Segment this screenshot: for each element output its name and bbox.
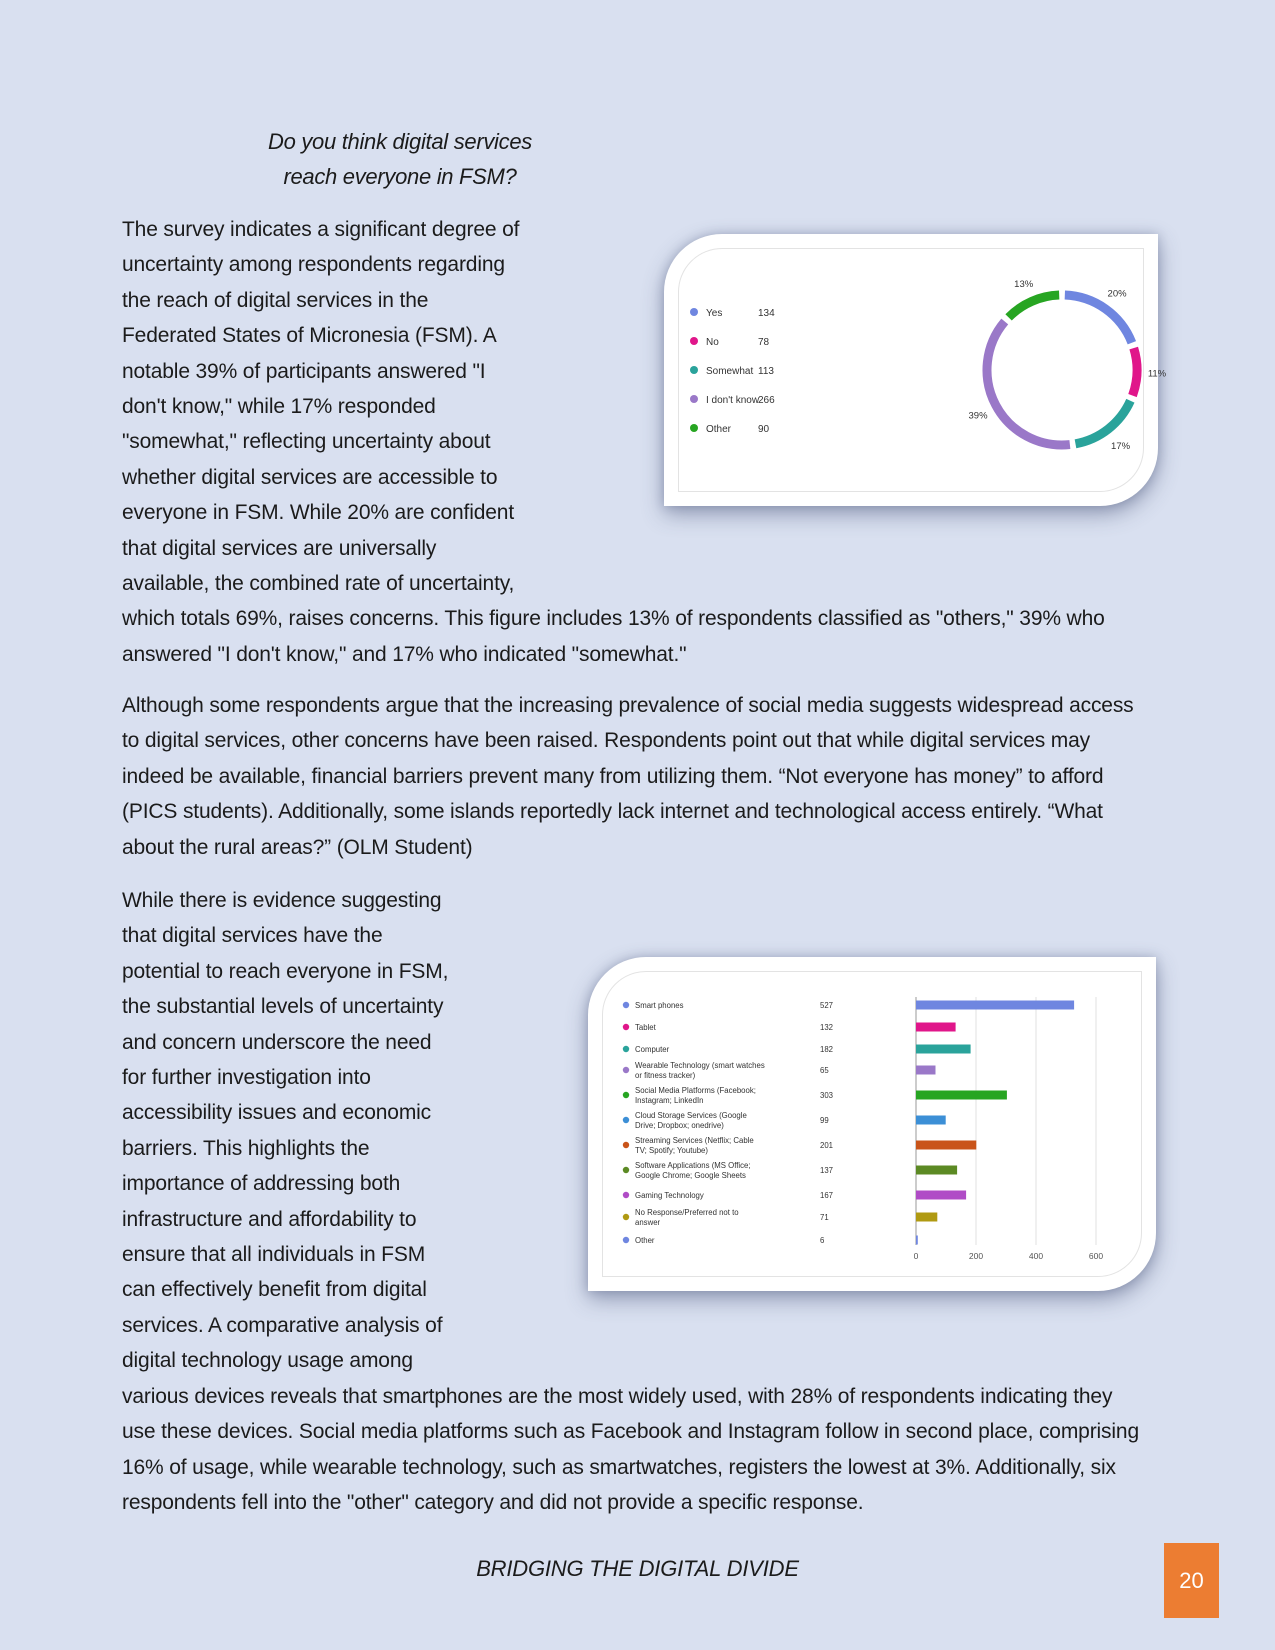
legend-value: 99: [820, 1116, 829, 1125]
legend-value: 90: [758, 424, 770, 435]
text-line: use these devices. Social media platforms such as Facebook and Instagram follow in second place, comprising: [122, 1420, 1139, 1444]
legend-label: [635, 1136, 754, 1155]
legend-label: [635, 1061, 765, 1080]
text-line: (PICS students). Additionally, some islands reportedly lack internet and technological access entirely. “What: [122, 800, 1103, 824]
text-line: about the rural areas?” (OLM Student): [122, 835, 473, 859]
legend-label: Somewhat: [706, 366, 754, 377]
text-line: ensure that all individuals in FSM: [122, 1243, 426, 1267]
legend-marker: [690, 337, 698, 345]
legend-marker: [623, 1002, 629, 1008]
legend-label: I don't know: [706, 395, 760, 406]
heading-line: reach everyone in FSM?: [283, 164, 517, 189]
legend-value: 182: [820, 1045, 834, 1054]
legend-label: [635, 1236, 655, 1245]
legend-value: 266: [758, 395, 775, 406]
text-line: notable 39% of participants answered "I: [122, 359, 486, 383]
legend-value: 137: [820, 1166, 834, 1175]
text-line: and concern underscore the need: [122, 1030, 432, 1054]
text-line: don't know," while 17% responded: [122, 395, 436, 419]
legend-label: Other: [706, 424, 732, 435]
bar: [916, 1091, 1007, 1100]
text-line: indeed be available, financial barriers prevent many from utilizing them. “Not everyone has money” to afford: [122, 764, 1104, 788]
legend-value: 167: [820, 1191, 834, 1200]
x-tick-label: 600: [1088, 1251, 1104, 1261]
section-heading: [230, 124, 570, 194]
legend-marker: [623, 1024, 629, 1030]
text-line: importance of addressing both: [122, 1172, 401, 1196]
legend-marker: [690, 395, 698, 403]
legend-label-line: Instagram; LinkedIn: [635, 1096, 704, 1105]
legend-label-line: Tablet: [635, 1023, 656, 1032]
x-tick-label: 0: [913, 1251, 919, 1261]
slice-label: 17%: [1111, 440, 1131, 452]
text-line: respondents fell into the "other" category and did not provide a specific response.: [122, 1490, 864, 1514]
legend-label-line: Other: [635, 1236, 655, 1245]
text-line: Federated States of Micronesia (FSM). A: [122, 324, 497, 348]
legend-label: [635, 1161, 751, 1180]
legend-value: 201: [820, 1141, 834, 1150]
x-tick-label: 200: [968, 1251, 984, 1261]
legend-label: [635, 1023, 657, 1032]
legend-label-line: Computer: [635, 1045, 670, 1054]
slice-label: 11%: [1147, 368, 1167, 380]
text-line: can effectively benefit from digital: [122, 1278, 427, 1302]
legend-marker: [623, 1237, 629, 1243]
legend-value: 65: [820, 1066, 829, 1075]
text-line: answered "I don't know," and 17% who indicated "somewhat.": [122, 642, 687, 666]
legend-label-line: TV; Spotify; Youtube): [635, 1146, 708, 1155]
bar: [916, 1213, 937, 1222]
legend-marker: [623, 1167, 629, 1173]
text-line: the reach of digital services in the: [122, 288, 429, 312]
legend-label: [635, 1111, 747, 1130]
legend-label: Yes: [706, 308, 723, 319]
legend-label-line: answer: [635, 1218, 661, 1227]
text-line: 16% of usage, while wearable technology, such as smartwatches, registers the lowest at 3%. Additionally, six: [122, 1455, 1116, 1479]
bar: [916, 1166, 957, 1175]
text-line: "somewhat," reflecting uncertainty about: [122, 430, 491, 454]
legend-label-line: Cloud Storage Services (Google: [635, 1111, 747, 1120]
legend-label: [635, 1208, 739, 1227]
legend-value: 303: [820, 1091, 834, 1100]
bar-chart-card: [588, 957, 1156, 1291]
legend-value: 113: [758, 366, 774, 377]
donut-slice: [1075, 401, 1130, 444]
text-line: The survey indicates a significant degree of: [122, 218, 520, 241]
legend-value: 134: [758, 308, 775, 319]
text-line: to digital services, other concerns have been raised. Respondents point out that while digital services may: [122, 729, 1090, 753]
legend-marker: [690, 366, 698, 374]
legend-marker: [690, 424, 698, 432]
legend-label: [635, 1001, 684, 1010]
bar: [916, 1001, 1074, 1010]
legend-marker: [690, 308, 698, 316]
text-line: available, the combined rate of uncertainty,: [122, 572, 515, 596]
donut-slice: [1065, 295, 1132, 343]
legend-label-line: or fitness tracker): [635, 1071, 696, 1080]
text-line: various devices reveals that smartphones are the most widely used, with 28% of respondents indicating they: [122, 1384, 1113, 1408]
text-line: barriers. This highlights the: [122, 1136, 370, 1160]
text-line: services. A comparative analysis of: [122, 1313, 443, 1337]
legend-label-line: No Response/Preferred not to: [635, 1208, 739, 1217]
text-line: accessibility issues and economic: [122, 1101, 432, 1125]
slice-label: 20%: [1107, 288, 1127, 300]
footer-title: BRIDGING THE DIGITAL DIVIDE: [476, 1556, 799, 1581]
legend-marker: [623, 1142, 629, 1148]
legend-marker: [623, 1092, 629, 1098]
bar: [916, 1045, 971, 1054]
bar: [916, 1191, 966, 1200]
text-line: everyone in FSM. While 20% are confident: [122, 501, 515, 525]
legend-label: [635, 1086, 756, 1105]
legend-label-line: Software Applications (MS Office;: [635, 1161, 751, 1170]
legend-label-line: Gaming Technology: [635, 1191, 704, 1200]
slice-label: 39%: [968, 410, 988, 422]
x-tick-label: 400: [1028, 1251, 1044, 1261]
legend-value: 71: [820, 1213, 829, 1222]
legend-label: [635, 1191, 704, 1200]
text-line: for further investigation into: [122, 1066, 371, 1090]
bar: [916, 1066, 936, 1075]
legend-marker: [623, 1192, 629, 1198]
legend-label: No: [706, 337, 719, 348]
slice-label: 13%: [1014, 279, 1034, 291]
legend-label: [635, 1045, 670, 1054]
legend-label-line: Streaming Services (Netflix; Cable: [635, 1136, 754, 1145]
legend-value: 527: [820, 1001, 834, 1010]
bar-chart: [588, 957, 1156, 1291]
text-line: that digital services have the: [122, 924, 383, 948]
text-line: whether digital services are accessible to: [122, 465, 498, 489]
text-line: While there is evidence suggesting: [122, 889, 442, 912]
text-line: which totals 69%, raises concerns. This figure includes 13% of respondents classified as "others," 39% who: [122, 607, 1105, 631]
legend-marker: [623, 1117, 629, 1123]
donut-slice: [1133, 348, 1137, 395]
page-number: 20: [1164, 1543, 1219, 1618]
text-line: infrastructure and affordability to: [122, 1207, 417, 1231]
legend-value: 132: [820, 1023, 834, 1032]
legend-marker: [623, 1067, 629, 1073]
text-line: digital technology usage among: [122, 1349, 413, 1373]
legend-marker: [623, 1046, 629, 1052]
donut-chart-card: [664, 234, 1167, 506]
text-line: that digital services are universally: [122, 536, 437, 560]
bar: [916, 1023, 956, 1032]
paragraph-2: [122, 688, 1134, 865]
donut-chart: [664, 234, 1167, 506]
text-line: potential to reach everyone in FSM,: [122, 959, 449, 983]
donut-slice: [987, 322, 1070, 445]
legend-value: 6: [820, 1236, 825, 1245]
legend-label-line: Google Chrome; Google Sheets: [635, 1171, 746, 1180]
bar: [916, 1236, 918, 1245]
text-line: Although some respondents argue that the increasing prevalence of social media suggests widespread access: [122, 694, 1134, 717]
legend-label-line: Wearable Technology (smart watches: [635, 1061, 765, 1070]
text-line: the substantial levels of uncertainty: [122, 995, 444, 1019]
legend-label-line: Social Media Platforms (Facebook;: [635, 1086, 756, 1095]
text-line: uncertainty among respondents regarding: [122, 253, 505, 277]
legend-marker: [623, 1214, 629, 1220]
legend-value: 78: [758, 337, 770, 348]
heading-line: Do you think digital services: [268, 129, 532, 154]
legend-label-line: Drive; Dropbox; onedrive): [635, 1121, 724, 1130]
bar: [916, 1141, 976, 1150]
bar: [916, 1116, 946, 1125]
legend-label-line: Smart phones: [635, 1001, 684, 1010]
donut-slice: [1009, 295, 1060, 317]
